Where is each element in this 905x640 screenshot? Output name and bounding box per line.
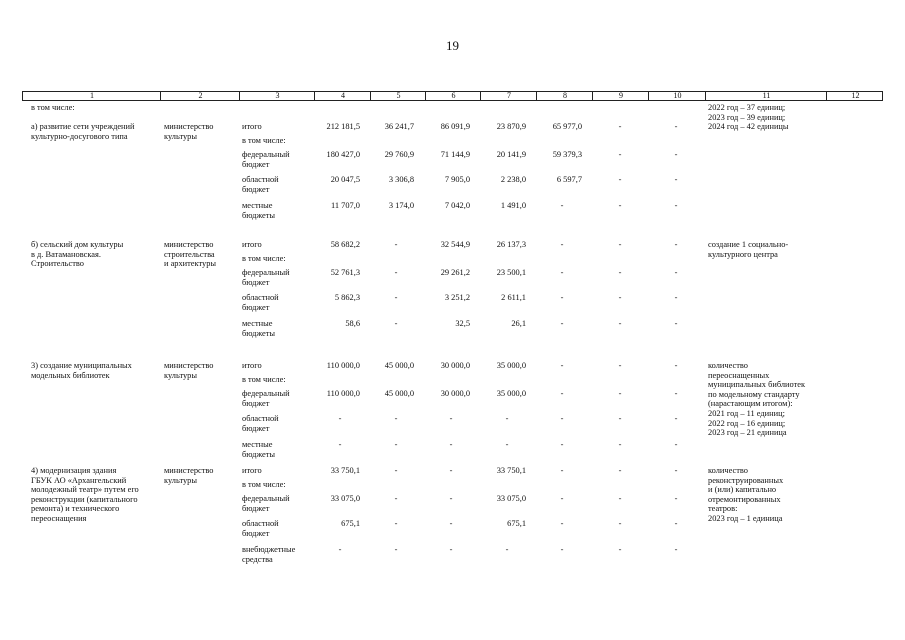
funding-source-label: местные <box>242 440 273 449</box>
funding-source-label: бюджеты <box>242 328 276 338</box>
amount-cell: - <box>505 414 509 423</box>
event-name-line: модельных библиотек <box>31 370 110 380</box>
funding-source-label: бюджеты <box>242 210 276 220</box>
amount-cell: 23 500,1 <box>496 268 526 277</box>
amount-cell: - <box>560 519 564 528</box>
expected-result-line: 2023 год – 1 единица <box>708 514 783 523</box>
amount-cell: - <box>618 319 622 328</box>
amount-cell: 3 251,2 <box>444 293 470 302</box>
event-name-line: б) сельский дом культуры <box>31 240 124 249</box>
funding-source-label: федеральный <box>242 150 290 159</box>
amount-cell: - <box>338 545 342 554</box>
executor-line: министерство <box>164 361 214 370</box>
amount-cell: - <box>674 201 678 210</box>
amount-cell: - <box>674 122 678 131</box>
amount-cell: - <box>394 414 398 423</box>
amount-cell: 3 306,8 <box>388 175 414 184</box>
amount-cell: 20 047,5 <box>330 175 360 184</box>
amount-cell: 3 174,0 <box>388 201 414 210</box>
funding-source-label: в том числе: <box>242 253 286 263</box>
expected-result-line: 2021 год – 11 единиц; <box>708 409 785 418</box>
amount-cell: 58 682,2 <box>330 240 360 249</box>
amount-cell: - <box>618 201 622 210</box>
amount-cell: 2 611,1 <box>501 293 526 302</box>
funding-source-label: федеральный <box>242 389 290 398</box>
amount-cell: - <box>674 240 678 249</box>
funding-source-label: бюджеты <box>242 449 276 459</box>
amount-cell: 58,6 <box>345 319 360 328</box>
amount-cell: 65 977,0 <box>552 122 582 131</box>
amount-cell: - <box>618 414 622 423</box>
amount-cell: - <box>394 268 398 277</box>
funding-source-label: бюджет <box>242 184 270 194</box>
expected-result-line: и (или) капитально <box>708 485 777 495</box>
event-name-line: ГБУК АО «Архангельский <box>31 475 127 485</box>
amount-cell: 1 491,0 <box>500 201 526 210</box>
amount-cell: 675,1 <box>507 519 526 528</box>
expected-result-line: муниципальных библиотек <box>708 380 806 390</box>
amount-cell: 35 000,0 <box>496 361 526 370</box>
funding-source-label: бюджет <box>242 277 270 287</box>
funding-source-label: бюджет <box>242 398 270 408</box>
amount-cell: 110 000,0 <box>326 361 360 370</box>
executor-line: и архитектуры <box>164 259 217 269</box>
header-col-1: 1 <box>90 91 94 100</box>
event-name-line: а) развитие сети учреждений <box>31 122 135 131</box>
amount-cell: 33 075,0 <box>496 494 526 503</box>
amount-cell: - <box>674 545 678 554</box>
event-name-line: в д. Ватамановская. <box>31 249 101 259</box>
amount-cell: - <box>560 319 564 328</box>
amount-cell: 33 750,1 <box>330 466 360 475</box>
amount-cell: - <box>674 150 678 159</box>
amount-cell: 86 091,9 <box>440 122 470 131</box>
amount-cell: - <box>674 268 678 277</box>
funding-source-label: внебюджетные <box>242 545 296 554</box>
header-col-10: 10 <box>673 91 682 100</box>
amount-cell: - <box>618 150 622 159</box>
amount-cell: - <box>394 440 398 449</box>
amount-cell: - <box>560 240 564 249</box>
funding-source-label: бюджет <box>242 503 270 513</box>
header-col-3: 3 <box>275 91 280 100</box>
funding-source-label: областной <box>242 414 279 423</box>
amount-cell: 23 870,9 <box>496 122 526 131</box>
amount-cell: 33 075,0 <box>330 494 360 503</box>
amount-cell: 7 905,0 <box>444 175 470 184</box>
expected-result-line: по модельному стандарту <box>708 389 800 399</box>
amount-cell: - <box>449 519 453 528</box>
event-name-line: Строительство <box>31 259 84 269</box>
executor-line: культуры <box>164 475 197 485</box>
amount-cell: - <box>674 361 678 370</box>
amount-cell: 675,1 <box>341 519 360 528</box>
funding-source-label: областной <box>242 519 279 528</box>
amount-cell: - <box>338 440 342 449</box>
amount-cell: 29 760,9 <box>384 150 414 159</box>
funding-source-label: в том числе: <box>242 374 286 384</box>
amount-cell: 59 379,3 <box>552 150 582 159</box>
amount-cell: - <box>674 494 678 503</box>
header-col-9: 9 <box>619 91 623 100</box>
header-col-11: 11 <box>762 91 771 100</box>
amount-cell: - <box>560 389 564 398</box>
funding-source-label: местные <box>242 201 273 210</box>
header-col-4: 4 <box>341 91 345 100</box>
funding-source-label: в том числе: <box>242 135 286 145</box>
executor-line: строительства <box>164 249 215 259</box>
amount-cell: 30 000,0 <box>440 389 470 398</box>
amount-cell: 110 000,0 <box>326 389 360 398</box>
expected-result-line: переоснащенных <box>708 370 770 380</box>
expected-result-line: 2024 год – 42 единицы <box>708 122 789 132</box>
header-col-8: 8 <box>563 91 567 100</box>
event-name-line: культурно-досугового типа <box>31 131 128 141</box>
amount-cell: 20 141,9 <box>496 150 526 159</box>
event-name-line: ремонта) и технического <box>31 504 120 514</box>
amount-cell: - <box>674 466 678 475</box>
amount-cell: 212 181,5 <box>326 122 360 131</box>
funding-source-label: бюджет <box>242 302 270 312</box>
amount-cell: - <box>618 389 622 398</box>
amount-cell: - <box>394 519 398 528</box>
amount-cell: 2 238,0 <box>500 175 526 184</box>
funding-source-label: областной <box>242 293 279 302</box>
event-name-line: переоснащения <box>31 514 87 523</box>
header-col-2: 2 <box>198 91 203 100</box>
funding-source-label: итого <box>242 240 262 249</box>
amount-cell: 7 042,0 <box>444 201 470 210</box>
event-name-line: реконструкции (капитального <box>31 494 138 504</box>
amount-cell: - <box>449 494 453 503</box>
expected-result-line: создание 1 социально- <box>708 240 789 249</box>
funding-source-label: итого <box>242 361 262 370</box>
expected-result-line: 2022 год – 16 единиц; <box>708 418 786 428</box>
amount-cell: 32,5 <box>455 319 470 328</box>
amount-cell: 33 750,1 <box>496 466 526 475</box>
amount-cell: - <box>394 240 398 249</box>
funding-source-label: средства <box>242 554 273 564</box>
amount-cell: - <box>618 494 622 503</box>
expected-result-line: театров: <box>708 504 738 514</box>
amount-cell: 35 000,0 <box>496 389 526 398</box>
funding-source-label: бюджет <box>242 528 270 538</box>
amount-cell: - <box>618 268 622 277</box>
expected-result-line: отремонтированных <box>708 494 781 504</box>
funding-source-label: в том числе: <box>242 479 286 489</box>
amount-cell: 180 427,0 <box>326 150 360 159</box>
amount-cell: - <box>674 319 678 328</box>
amount-cell: - <box>618 175 622 184</box>
amount-cell: - <box>394 494 398 503</box>
amount-cell: 45 000,0 <box>384 361 414 370</box>
funding-source-label: федеральный <box>242 268 290 277</box>
amount-cell: 32 544,9 <box>440 240 470 249</box>
amount-cell: - <box>618 240 622 249</box>
amount-cell: - <box>618 440 622 449</box>
expected-result-line: 2023 год – 39 единиц; <box>708 112 786 122</box>
expected-result-line: 2023 год – 21 единица <box>708 428 787 438</box>
amount-cell: - <box>449 440 453 449</box>
amount-cell: 36 241,7 <box>384 122 414 131</box>
intro-label: в том числе: <box>31 103 75 112</box>
amount-cell: - <box>449 414 453 423</box>
amount-cell: - <box>560 414 564 423</box>
amount-cell: - <box>674 175 678 184</box>
expected-result-line: 2022 год – 37 единиц; <box>708 103 786 112</box>
expected-result-line: культурного центра <box>708 249 778 259</box>
funding-source-label: итого <box>242 122 262 131</box>
amount-cell: - <box>618 122 622 131</box>
funding-source-label: бюджет <box>242 159 270 169</box>
event-name-line: 3) создание муниципальных <box>31 361 132 370</box>
executor-line: министерство <box>164 466 214 475</box>
funding-source-label: местные <box>242 319 273 328</box>
column-number-header <box>22 91 883 101</box>
amount-cell: - <box>560 201 564 210</box>
expected-result-line: количество <box>708 361 748 370</box>
amount-cell: - <box>394 545 398 554</box>
amount-cell: - <box>560 268 564 277</box>
amount-cell: - <box>618 519 622 528</box>
amount-cell: 29 261,2 <box>440 268 470 277</box>
funding-source-label: федеральный <box>242 494 290 503</box>
amount-cell: - <box>674 440 678 449</box>
event-name-line: 4) модернизация здания <box>31 466 117 475</box>
amount-cell: - <box>560 361 564 370</box>
amount-cell: - <box>618 466 622 475</box>
amount-cell: - <box>338 414 342 423</box>
executor-line: культуры <box>164 370 197 380</box>
amount-cell: 71 144,9 <box>440 150 470 159</box>
amount-cell: 26,1 <box>511 319 526 328</box>
amount-cell: 11 707,0 <box>330 201 360 210</box>
page-number: 19 <box>446 38 459 53</box>
amount-cell: - <box>674 414 678 423</box>
funding-source-label: бюджет <box>242 423 270 433</box>
amount-cell: 6 597,7 <box>556 175 582 184</box>
amount-cell: - <box>560 293 564 302</box>
header-col-7: 7 <box>507 91 511 100</box>
executor-line: министерство <box>164 122 214 131</box>
amount-cell: - <box>505 545 509 554</box>
amount-cell: - <box>449 545 453 554</box>
amount-cell: - <box>674 519 678 528</box>
amount-cell: - <box>560 545 564 554</box>
amount-cell: - <box>674 293 678 302</box>
funding-source-label: областной <box>242 175 279 184</box>
expected-result-line: (нарастающим итогом): <box>708 399 793 409</box>
amount-cell: - <box>394 466 398 475</box>
expected-result-line: количество <box>708 466 748 475</box>
amount-cell: - <box>618 293 622 302</box>
amount-cell: - <box>394 293 398 302</box>
amount-cell: 26 137,3 <box>496 240 526 249</box>
header-col-6: 6 <box>451 91 456 100</box>
event-name-line: молодежный театр» путем его <box>31 485 139 495</box>
amount-cell: - <box>560 494 564 503</box>
header-col-12: 12 <box>851 91 860 100</box>
amount-cell: 30 000,0 <box>440 361 470 370</box>
amount-cell: 45 000,0 <box>384 389 414 398</box>
amount-cell: 52 761,3 <box>330 268 360 277</box>
amount-cell: - <box>560 466 564 475</box>
executor-line: культуры <box>164 131 197 141</box>
amount-cell: - <box>674 389 678 398</box>
amount-cell: - <box>618 361 622 370</box>
executor-line: министерство <box>164 240 214 249</box>
amount-cell: - <box>560 440 564 449</box>
amount-cell: - <box>618 545 622 554</box>
expected-result-line: реконструированных <box>708 475 784 485</box>
header-col-5: 5 <box>396 91 401 100</box>
amount-cell: - <box>449 466 453 475</box>
funding-source-label: итого <box>242 466 262 475</box>
amount-cell: 5 862,3 <box>334 293 360 302</box>
amount-cell: - <box>505 440 509 449</box>
amount-cell: - <box>394 319 398 328</box>
